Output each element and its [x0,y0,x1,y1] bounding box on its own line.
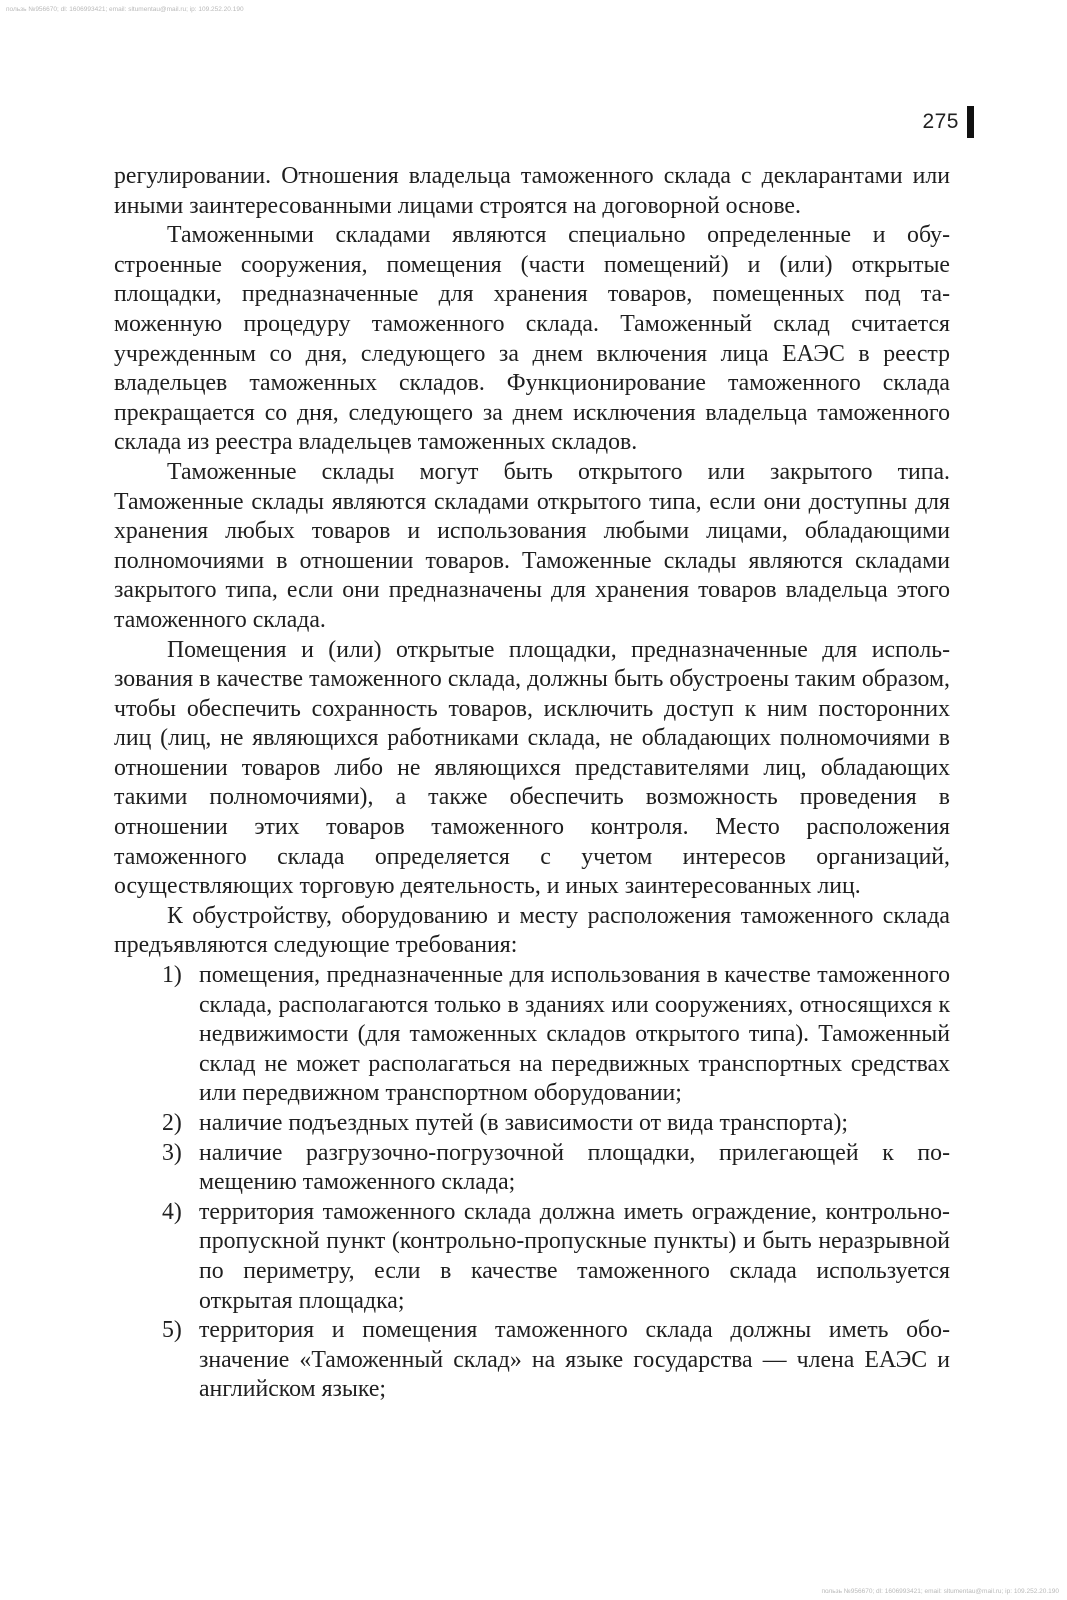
list-item-text: наличие подъездных путей (в зависимости от вида транспорта); [199,1110,848,1136]
page-number-block [922,107,974,137]
list-item [114,961,950,1109]
list-item-number: 3) [162,1139,182,1166]
list-item-text: территория и помещения таможенного склада должны иметь обозначение «Таможенный склад» на языке государства — члена ЕАЭС и английском языке; [199,1317,950,1403]
list-item [114,1109,950,1139]
page-number: 275 [922,110,959,133]
paragraph-warehouse-types: Таможенные склады могут быть открытого или закрытого типа. Таможенные склады являются складами открытого типа, если они доступны для хранения любых товаров и использования любыми лицами, обладающими полномочиями в отношении товаров. Таможенные склады являются складами закрытого типа, если они предназначены для хранения товаров владельца этого таможенного склада. [114,458,950,633]
paragraph-continuation: регулировании. Отношения владельца таможенного склада с декларантами или иными заинтересованными лицами строятся на договорной основе. [114,163,950,219]
list-item-number: 4) [162,1198,182,1225]
list-item-text: наличие разгрузочно-погрузочной площадки, прилегающей к помещению таможенного склада; [199,1139,950,1196]
requirements-list [114,961,950,1405]
list-item-text: территория таможенного склада должна иметь ограждение, контрольно-пропускной пункт (контрольно-пропускные пункты) и быть неразрывной по периметру, если в качестве таможенного склада используется открытая площадка; [199,1198,950,1314]
list-item-text: помещения, предназначенные для использования в качестве таможенного склада, располагаются только в зданиях или сооружениях, относящихся к недвижимости (для таможенных складов открытого типа). Таможенный склад не может располагаться на передвижных транспортных средствах или передвижном транспортном оборудовании; [199,962,950,1107]
list-item-number: 1) [162,962,182,989]
list-item-number: 5) [162,1317,182,1344]
watermark-bottom: пользь №956670; dl: 1606993421; email: sltumentau@mail.ru; ip: 109.252.20.190 [821,1588,1059,1595]
watermark-top: пользь №956670; dl: 1606993421; email: sltumentau@mail.ru; ip: 109.252.20.190 [6,6,244,13]
paragraph-premises: Помещения и (или) открытые площадки, предназначенные для использования в качестве таможенного склада, должны быть обустроены таким образом, чтобы обеспечить сохранность товаров, исключить доступ к ним посторонних лиц (лиц, не являющихся работниками склада, не обладающих полномочиями в отношении товаров либо не являющихся представителями лиц, обладающих такими полномочиями), а также обеспечить возможность проведения в отношении этих товаров таможенного контроля. Место расположения таможенного склада определяется с учетом интересов организаций, осуществляющих торговую деятельность, и иных заинтересованных лиц. [114,636,950,900]
paragraph-requirements-intro: К обустройству, оборудованию и месту расположения таможенного склада предъявляются следующие требования: [114,902,950,959]
paragraph-definition: Таможенными складами являются специально определенные и обустроенные сооружения, помещения (части помещений) и (или) открытые площадки, предназначенные для хранения товаров, помещенных под таможенную процедуру таможенного склада. Таможенный склад считается учрежденным со дня, следующего за днем включения лица ЕАЭС в реестр владельцев таможенных складов. Функционирование таможенного склада прекращается со дня, следующего за днем исключения владельца таможенного склада из реестра владельцев таможенных складов. [114,222,950,456]
list-item [114,1139,950,1198]
list-item-number: 2) [162,1110,182,1136]
list-item [114,1198,950,1316]
page-marker-bar [967,106,974,138]
page-body [114,162,950,1405]
list-item [114,1316,950,1405]
